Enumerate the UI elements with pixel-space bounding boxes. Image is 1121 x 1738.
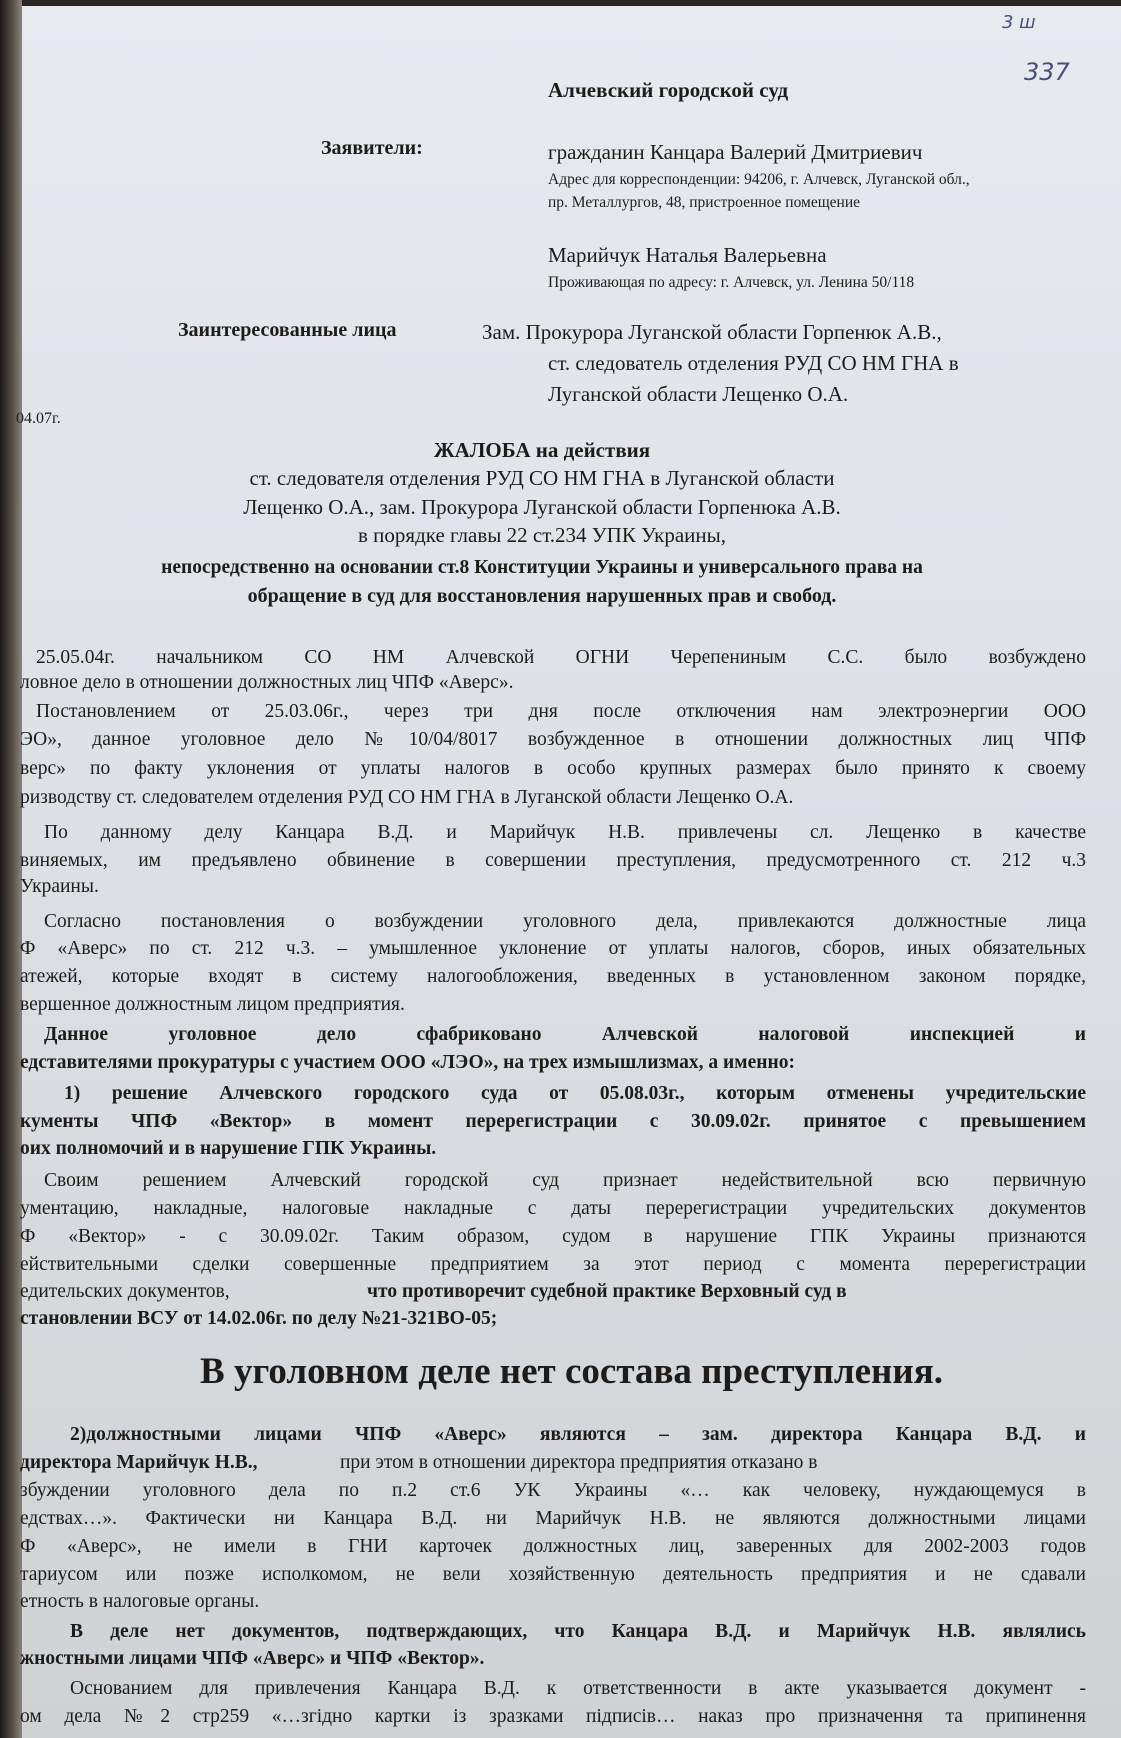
body-line: ловное дело в отношении должностных лиц ЧПФ «Аверс». (20, 672, 514, 693)
court-name: Алчевский городской суд (548, 78, 789, 102)
body-line: Ф «Аверс» по ст. 212 ч.3. – умышленное уклонение от уплаты налогов, сборов, иных обязательных (20, 938, 1086, 959)
body-line: 25.05.04г. начальником СО НМ Алчевской ОГНИ Черепениным С.С. было возбуждено (36, 647, 1086, 668)
applicant1-address-line1: Адрес для корреспонденции: 94206, г. Алчевск, Луганской обл., (548, 171, 970, 188)
section-heading: В уголовном деле нет состава преступления. (200, 1351, 943, 1392)
body-line: ризводству ст. следователем отделения РУД СО НМ ГНА в Луганской области Лещенко О.А. (20, 787, 794, 808)
body-line: Основанием для привлечения Канцара В.Д. к ответственности в акте указывается документ - (70, 1678, 1086, 1699)
body-line: Ф «Вектор» - с 30.09.02г. Таким образом, судом в нарушение ГПК Украины признаются (20, 1226, 1086, 1247)
page-number-handwritten: 337 (1024, 58, 1070, 86)
interested-party-1: Зам. Прокурора Луганской области Горпенюк А.В., (482, 320, 942, 344)
body-line-bold: оих полномочий и в нарушение ГПК Украины. (20, 1138, 437, 1159)
applicant1-address-line2: пр. Металлургов, 48, пристроенное помещение (548, 194, 860, 211)
complaint-subtitle-2: Лещенко О.А., зам. Прокурора Луганской области Горпенюка А.В. (243, 495, 841, 519)
body-line: едительских документов, (20, 1281, 230, 1302)
body-line: Согласно постановления о возбуждении уголовного дела, привлекаются должностные лица (44, 911, 1086, 932)
body-line-bold: что противоречит судебной практике Верховный суд в (367, 1281, 847, 1302)
body-line: виняемых, им предъявлено обвинение в совершении преступления, предусмотренного ст. 212 ч.3 (20, 850, 1086, 871)
page-number-top: 3 ш (1002, 12, 1036, 33)
body-line-bold: становлении ВСУ от 14.02.06г. по делу №21-321ВО-05; (20, 1308, 498, 1329)
applicant1-name: гражданин Канцара Валерий Дмитриевич (548, 140, 923, 164)
body-line: Ф «Аверс», не имели в ГНИ карточек должностных лиц, заверенных для 2002-2003 годов (20, 1536, 1086, 1557)
body-line: ЭО», данное уголовное дело №10/04/8017 возбужденное в отношении должностных лиц ЧПФ (20, 729, 1086, 750)
body-line: Украины. (20, 876, 99, 897)
body-line-bold: директора Марийчук Н.В., (20, 1452, 258, 1473)
applicant2-name: Марийчук Наталья Валерьевна (548, 243, 827, 267)
complaint-title: ЖАЛОБА на действия (433, 438, 651, 462)
binder-edge (0, 0, 22, 1738)
interested-parties-label: Заинтересованные лица (178, 319, 397, 341)
body-line: едствах…». Фактически ни Канцара В.Д. ни Марийчук Н.В. не являются должностными лицами (20, 1508, 1086, 1529)
body-line: вершенное должностным лицом предприятия. (20, 994, 405, 1015)
body-line: етность в налоговые органы. (20, 1591, 260, 1612)
complaint-subtitle-3: в порядке главы 22 ст.234 УПК Украины, (358, 523, 726, 547)
body-line-bold: В деле нет документов, подтверждающих, что Канцара В.Д. и Марийчук Н.В. являлись (70, 1621, 1086, 1642)
body-line: збуждении уголовного дела по п.2 ст.6 УК Украины «… как человеку, нуждающемуся в (20, 1480, 1086, 1501)
body-line: при этом в отношении директора предприятия отказано в (340, 1452, 818, 1473)
interested-party-3: Луганской области Лещенко О.А. (548, 382, 849, 406)
complaint-basis-1: непосредственно на основании ст.8 Конституции Украины и универсального права на (161, 557, 923, 578)
document-page (16, 6, 1121, 1738)
body-line: верс» по факту уклонения от уплаты налогов в особо крупных размерах было принято к своему (20, 758, 1086, 779)
body-line: ействительными сделки совершенные предприятием за этот период с момента перерегистрации (20, 1254, 1086, 1275)
body-line: Своим решением Алчевский городской суд признает недействительной всю первичную (44, 1170, 1086, 1191)
body-line: По данному делу Канцара В.Д. и Марийчук Н.В. привлечены сл. Лещенко в качестве (44, 822, 1086, 843)
body-line: Постановлением от 25.03.06г., через три дня после отключения нам электроэнергии ООО (36, 701, 1086, 722)
interested-party-2: ст. следователь отделения РУД СО НМ ГНА в (548, 351, 959, 375)
applicants-label: Заявители: (321, 137, 423, 159)
applicant2-address: Проживающая по адресу: г. Алчевск, ул. Ленина 50/118 (548, 274, 915, 291)
margin-date: 04.07г. (16, 410, 61, 427)
body-line: атежей, которые входят в систему налогообложения, введенных в установленном законом порядке, (20, 966, 1086, 987)
body-line: ументацию, накладные, налоговые накладные с даты перерегистрации учредительских документов (20, 1198, 1086, 1219)
body-line: ом дела №2 стр259 «…згідно картки із зразками підписів… наказ про призначення та припинення (20, 1706, 1086, 1727)
body-line-bold: едставителями прокуратуры с участием ООО «ЛЭО», на трех измышлизмах, а именно: (20, 1052, 795, 1073)
complaint-subtitle-1: ст. следователя отделения РУД СО НМ ГНА в Луганской области (249, 466, 835, 490)
complaint-basis-2: обращение в суд для восстановления нарушенных прав и свобод. (247, 585, 837, 607)
body-line-bold: 1) решение Алчевского городского суда от 05.08.03г., которым отменены учредительские (64, 1083, 1086, 1104)
body-line-bold: кументы ЧПФ «Вектор» в момент перерегистрации с 30.09.02г. принятое с превышением (20, 1111, 1086, 1132)
body-line: тариусом или позже исполкомом, не вели хозяйственную деятельность предприятия и не сдавали (20, 1564, 1086, 1585)
body-line-bold: 2)должностными лицами ЧПФ «Аверс» являются – зам. директора Канцара В.Д. и (70, 1424, 1086, 1445)
body-line-bold: Данное уголовное дело сфабриковано Алчевской налоговой инспекцией и (44, 1024, 1086, 1045)
body-line-bold: жностными лицами ЧПФ «Аверс» и ЧПФ «Вектор». (20, 1648, 485, 1669)
